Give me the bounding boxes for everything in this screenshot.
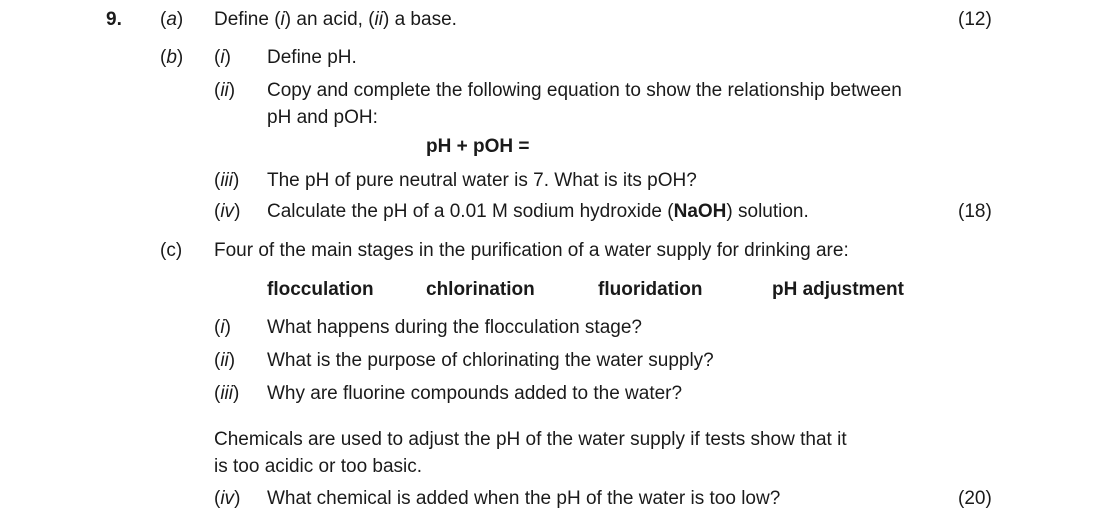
stage-ph-adjustment: pH adjustment bbox=[772, 279, 904, 300]
stage-chlorination: chlorination bbox=[426, 279, 535, 300]
part-c-iv-label: (iv) bbox=[214, 488, 241, 509]
part-c-paragraph-line1: Chemicals are used to adjust the pH of the water supply if tests show that it bbox=[214, 429, 847, 450]
part-c-ii-label: (ii) bbox=[214, 350, 236, 371]
part-b-iii-label: (iii) bbox=[214, 170, 240, 191]
part-b-iv-label: (iv) bbox=[214, 201, 241, 222]
part-c-i-label: (i) bbox=[214, 317, 231, 338]
part-b-label: (b) bbox=[160, 47, 184, 68]
part-b-iii-text: The pH of pure neutral water is 7. What is its pOH? bbox=[267, 170, 697, 191]
part-b-ii-text-line2: pH and pOH: bbox=[267, 107, 378, 128]
equation: pH + pOH = bbox=[426, 136, 530, 157]
part-b-ii-label: (ii) bbox=[214, 80, 236, 101]
part-c-marks: (20) bbox=[958, 488, 992, 509]
part-a-label: (a) bbox=[160, 9, 184, 30]
question-number: 9. bbox=[106, 9, 122, 30]
part-c-iv-text: What chemical is added when the pH of the water is too low? bbox=[267, 488, 781, 509]
stage-fluoridation: fluoridation bbox=[598, 279, 703, 300]
part-a-text: Define (i) an acid, (ii) a base. bbox=[214, 9, 457, 30]
part-c-iii-text: Why are fluorine compounds added to the water? bbox=[267, 383, 683, 404]
stage-flocculation: flocculation bbox=[267, 279, 374, 300]
part-c-i-text: What happens during the flocculation stage? bbox=[267, 317, 642, 338]
part-b-iv-text: Calculate the pH of a 0.01 M sodium hydroxide (NaOH) solution. bbox=[267, 201, 809, 222]
part-c-ii-text: What is the purpose of chlorinating the water supply? bbox=[267, 350, 714, 371]
part-b-i-text: Define pH. bbox=[267, 47, 357, 68]
part-b-i-label: (i) bbox=[214, 47, 231, 68]
part-c-intro: Four of the main stages in the purification of a water supply for drinking are: bbox=[214, 240, 849, 261]
part-c-paragraph-line2: is too acidic or too basic. bbox=[214, 456, 423, 477]
part-b-ii-text-line1: Copy and complete the following equation to show the relationship between bbox=[267, 80, 902, 101]
part-b-marks: (18) bbox=[958, 201, 992, 222]
part-a-marks: (12) bbox=[958, 9, 992, 30]
part-c-label: (c) bbox=[160, 240, 183, 261]
part-c-iii-label: (iii) bbox=[214, 383, 240, 404]
